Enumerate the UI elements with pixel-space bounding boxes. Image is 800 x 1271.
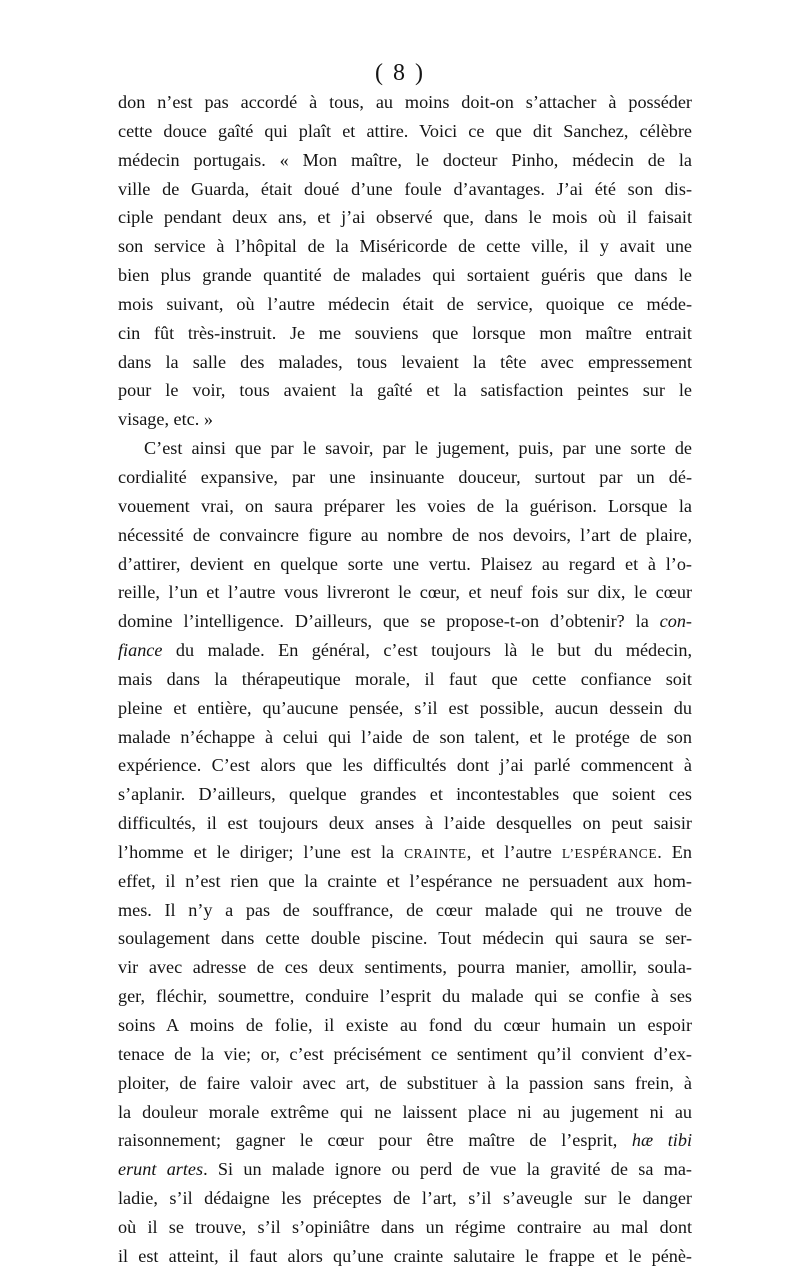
text-line: ciple pendant deux ans, et j’ai observé que, dans le mois où il faisait xyxy=(118,207,692,228)
text-line: reille, l’un et l’autre vous livreront le cœur, et neuf fois sur dix, le cœur xyxy=(118,582,692,603)
text-line: il est atteint, il faut alors qu’une crainte salutaire le frappe et le pénè- xyxy=(118,1245,692,1266)
text-line: d’attirer, devient en quelque sorte une vertu. Plaisez au regard et à l’o- xyxy=(118,553,692,574)
text-line: pour le voir, tous avaient la gaîté et la satisfaction peintes sur le xyxy=(118,380,692,401)
text-run: , et l’autre xyxy=(466,841,562,862)
text-line xyxy=(118,1126,692,1155)
text-line: visage, etc. » xyxy=(118,409,213,430)
italic-word: fiance xyxy=(118,640,163,661)
text-run: . Si un malade ignore ou perd de vue la gravité de sa ma- xyxy=(203,1159,692,1180)
text-line: tenace de la vie; or, c’est précisément ce sentiment qu’il convient d’ex- xyxy=(118,1043,692,1064)
text-run: . En xyxy=(657,841,692,862)
text-line: médecin portugais. « Mon maître, le docteur Pinho, médecin de la xyxy=(118,149,692,170)
text-line: cette douce gaîté qui plaît et attire. Voici ce que dit Sanchez, célèbre xyxy=(118,120,692,141)
text-line: nécessité de convaincre figure au nombre de nos devoirs, l’art de plaire, xyxy=(118,524,692,545)
small-caps-word: CRAINTE xyxy=(404,845,467,861)
text-line: don n’est pas accordé à tous, au moins doit-on s’attacher à posséder xyxy=(118,92,692,112)
text-run: du malade. En général, c’est toujours là le but du médecin, xyxy=(162,640,692,661)
text-line: où il se trouve, s’il s’opiniâtre dans un régime contraire au mal dont xyxy=(118,1216,692,1237)
text-line: soulagement dans cette double piscine. Tout médecin qui saura se ser- xyxy=(118,928,692,949)
italic-word: con- xyxy=(659,611,692,632)
text-line xyxy=(118,636,692,665)
body-text xyxy=(118,88,692,1271)
text-line: vouement vrai, on saura préparer les voies de la guérison. Lorsque la xyxy=(118,495,692,516)
text-line: son service à l’hôpital de la Miséricorde de cette ville, il y avait une xyxy=(118,236,692,257)
text-run: domine l’intelligence. D’ailleurs, que se propose-t-on d’obtenir? la xyxy=(118,611,660,632)
text-line: ploiter, de faire valoir avec art, de substituer à la passion sans frein, à xyxy=(118,1072,692,1093)
text-line: vir avec adresse de ces deux sentiments, pourra manier, amollir, soula- xyxy=(118,957,692,978)
text-line: ville de Guarda, était doué d’une foule d’avantages. J’ai été son dis- xyxy=(118,178,692,199)
text-line: soins A moins de folie, il existe au fond du cœur humain un espoir xyxy=(118,1015,692,1035)
text-line: dans la salle des malades, tous levaient la tête avec empressement xyxy=(118,351,692,372)
paragraph-start-line: C’est ainsi que par le savoir, par le jugement, puis, par une sorte de xyxy=(144,438,692,459)
text-run: raisonnement; gagner le cœur pour être maître de l’esprit, xyxy=(118,1130,632,1151)
text-line: difficultés, il est toujours deux anses à l’aide desquelles on peut saisir xyxy=(118,813,692,834)
text-line: pleine et entière, qu’aucune pensée, s’il est possible, aucun dessein du xyxy=(118,697,692,718)
text-line: la douleur morale extrême qui ne laissent place ni au jugement ni au xyxy=(118,1101,692,1122)
text-line: cordialité expansive, par une insinuante douceur, surtout par un dé- xyxy=(118,466,692,487)
text-line: ladie, s’il dédaigne les préceptes de l’art, s’il s’aveugle sur le danger xyxy=(118,1188,692,1209)
text-line: cin fût très-instruit. Je me souviens que lorsque mon maître entrait xyxy=(118,322,692,343)
text-run: l’homme et le diriger; l’une est la xyxy=(118,841,405,862)
text-line: s’aplanir. D’ailleurs, quelque grandes et incontestables que soient ces xyxy=(118,784,692,805)
text-line: expérience. C’est alors que les difficultés dont j’ai parlé commencent à xyxy=(118,755,692,776)
text-line: mois suivant, où l’autre médecin était de service, quoique ce méde- xyxy=(118,293,692,314)
italic-phrase: hæ tibi xyxy=(631,1130,692,1151)
text-line xyxy=(118,607,692,636)
text-line: ger, fléchir, soumettre, conduire l’esprit du malade qui se confie à ses xyxy=(118,986,692,1007)
text-line: mes. Il n’y a pas de souffrance, de cœur malade qui ne trouve de xyxy=(118,899,692,920)
small-caps-word: L’ESPÉRANCE xyxy=(561,845,658,861)
italic-phrase: erunt artes xyxy=(118,1159,204,1180)
text-line: mais dans la thérapeutique morale, il faut que cette confiance soit xyxy=(118,668,692,689)
page-number: ( 8 ) xyxy=(375,60,425,86)
text-line: bien plus grande quantité de malades qui sortaient guéris que dans le xyxy=(118,265,692,286)
text-line xyxy=(118,1155,692,1184)
text-line: effet, il n’est rien que la crainte et l’espérance ne persuadent aux hom- xyxy=(118,870,692,891)
text-line: malade n’échappe à celui qui l’aide de son talent, et le protége de son xyxy=(118,726,692,747)
text-line xyxy=(118,838,692,867)
